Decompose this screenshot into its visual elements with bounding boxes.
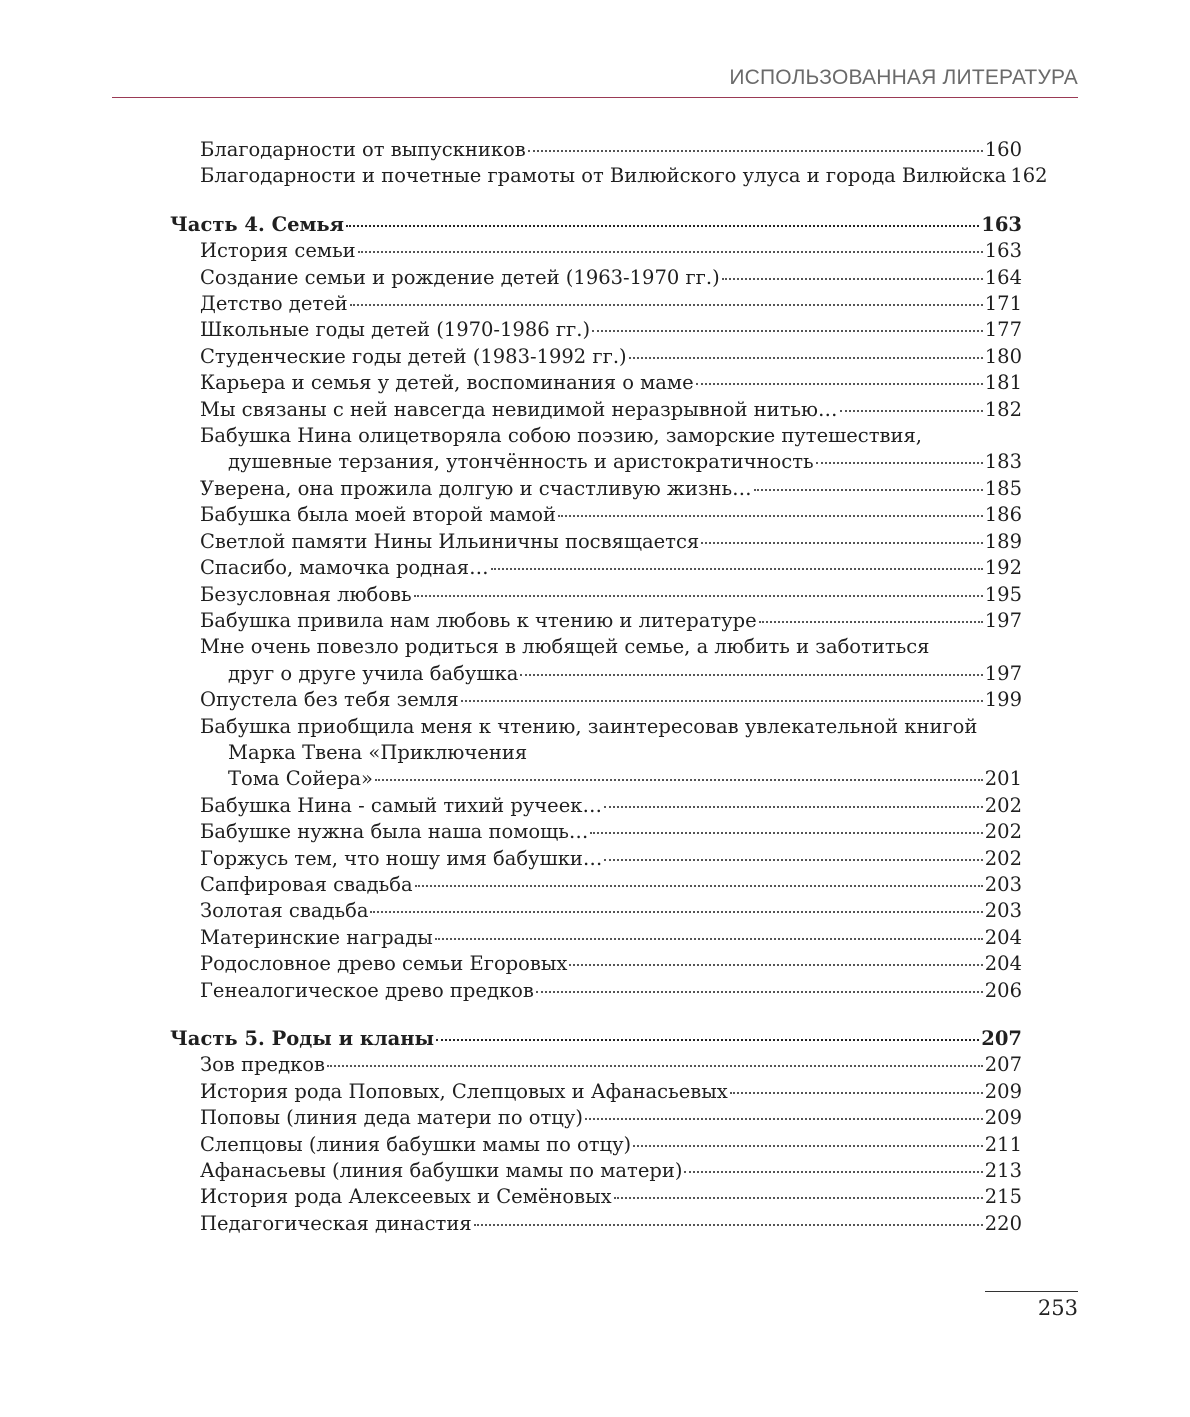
toc-entry: [170, 397, 1022, 423]
toc-entry-title: Сапфировая свадьба: [200, 872, 413, 896]
toc-entry-page: 162: [1010, 164, 1048, 188]
toc-entry-title: Спасибо, мамочка родная…: [200, 556, 489, 580]
dot-leader: [528, 150, 983, 152]
toc-entry: [170, 137, 1022, 163]
toc-entry-title: Опустела без тебя земля: [200, 688, 459, 712]
dot-leader: [461, 700, 983, 702]
header-rule: [112, 97, 1078, 98]
toc-entry-page: 209: [984, 1079, 1022, 1103]
toc-entry: [170, 265, 1022, 291]
toc-entry: [170, 608, 1022, 634]
toc-entry-title: Тома Сойера»: [228, 767, 373, 791]
toc-part-4: [170, 212, 1022, 238]
dot-leader: [436, 1039, 979, 1041]
dot-leader: [346, 225, 979, 227]
toc-entry-title: душевные терзания, утончённость и аристократичность: [228, 450, 814, 474]
toc-entry-page: 189: [984, 529, 1022, 553]
toc-entry-page: 204: [984, 925, 1022, 949]
toc-entry: [170, 978, 1022, 1004]
toc-entry-title: История рода Алексеевых и Семёновых: [200, 1185, 612, 1209]
dot-leader: [816, 462, 983, 464]
dot-leader: [590, 832, 982, 834]
dot-leader: [491, 568, 983, 570]
toc-entry: [170, 1132, 1022, 1158]
toc-entry-page: 185: [984, 476, 1022, 500]
toc-entry-title: Безусловная любовь: [200, 582, 412, 606]
toc-entry-title: Студенческие годы детей (1983-1992 гг.): [200, 344, 627, 368]
toc-part-5: [170, 1026, 1022, 1052]
toc-entry: [170, 951, 1022, 977]
toc-entry-page: 211: [984, 1132, 1022, 1156]
toc-entry-title: Уверена, она прожила долгую и счастливую жизнь…: [200, 476, 752, 500]
toc-entry-page: 203: [984, 872, 1022, 896]
toc-entry-page: 197: [984, 608, 1022, 632]
dot-leader: [730, 1092, 983, 1094]
toc-entry-page: 220: [984, 1211, 1022, 1235]
toc-entry: [170, 1158, 1022, 1184]
toc-entry-title: Благодарности от выпускников: [200, 138, 526, 161]
toc-entry-title: Генеалогическое древо предков: [200, 978, 534, 1002]
toc-entry: [170, 1211, 1022, 1237]
toc-entry-title: Золотая свадьба: [200, 899, 369, 923]
toc-entry-title: История семьи: [200, 239, 356, 263]
page-number: 253: [1037, 1296, 1078, 1320]
dot-leader: [684, 1171, 982, 1173]
toc-entry-title: Поповы (линия деда матери по отцу): [200, 1106, 583, 1130]
toc-entry-page: 192: [984, 556, 1022, 580]
toc-entry-page: 209: [984, 1106, 1022, 1130]
toc-entry-title: Бабушка была моей второй мамой: [200, 503, 557, 527]
toc-entry-title: Бабушка привила нам любовь к чтению и литературе: [200, 608, 757, 632]
toc-entry: [170, 370, 1022, 396]
toc-entry: [170, 846, 1022, 872]
dot-leader: [375, 779, 983, 781]
dot-leader: [759, 621, 983, 623]
dot-leader: [350, 304, 983, 306]
dot-leader: [415, 885, 983, 887]
toc-entry-page: 195: [984, 582, 1022, 606]
dot-leader: [327, 1065, 983, 1067]
running-header: ИСПОЛЬЗОВАННАЯ ЛИТЕРАТУРА: [729, 66, 1078, 89]
dot-leader: [370, 911, 982, 913]
toc-entry-title: Материнские награды: [200, 925, 433, 949]
toc-entry-title: Горжусь тем, что ношу имя бабушки…: [200, 846, 603, 870]
toc-entry-page: 182: [984, 397, 1022, 421]
toc-entry-title-line: Бабушка Нина олицетворяла собою поэзию, заморские путешествия,: [200, 424, 922, 448]
dot-leader: [536, 991, 983, 993]
toc-entry: [170, 344, 1022, 370]
toc-entry-title: Родословное древо семьи Егоровых: [200, 952, 568, 976]
toc-entry-title: Создание семьи и рождение детей (1963-1970 гг.): [200, 265, 720, 289]
toc-part-page: 163: [981, 212, 1022, 236]
toc-entry-page: 203: [984, 899, 1022, 923]
dot-leader: [358, 251, 983, 253]
toc-entry-title: Карьера и семья у детей, воспоминания о маме: [200, 371, 694, 395]
toc-entry: [170, 291, 1022, 317]
toc-entry: [170, 238, 1022, 264]
toc-entry-page: 186: [984, 503, 1022, 527]
toc-entry: [170, 1184, 1022, 1210]
toc-entry: [170, 502, 1022, 528]
toc-entry: [170, 555, 1022, 581]
dot-leader: [604, 859, 982, 861]
toc-part-title: Часть 5. Роды и кланы: [170, 1027, 435, 1050]
toc-entry-title-line: Бабушка приобщила меня к чтению, заинтересовав увлекательной книгой: [200, 714, 978, 738]
dot-leader: [414, 595, 983, 597]
footer-rule: [985, 1291, 1078, 1292]
dot-leader: [604, 806, 983, 808]
toc-entry: [170, 317, 1022, 343]
toc-entry: [170, 634, 1022, 687]
dot-leader: [722, 278, 983, 280]
dot-leader: [520, 674, 982, 676]
toc-entry-title-line: Марка Твена «Приключения: [228, 740, 528, 764]
dot-leader: [435, 938, 983, 940]
toc-entry-page: 213: [984, 1159, 1022, 1183]
toc-entry: [170, 687, 1022, 713]
dot-leader: [614, 1197, 983, 1199]
dot-leader: [754, 489, 983, 491]
toc-entry-title: Школьные годы детей (1970-1986 гг.): [200, 318, 591, 342]
toc-entry: [170, 423, 1022, 476]
toc-entry-title: Бабушке нужна была наша помощь…: [200, 820, 589, 844]
toc-entry: [170, 1079, 1022, 1105]
toc-entry-page: 202: [984, 793, 1022, 817]
toc-entry-page: 183: [984, 450, 1022, 474]
dot-leader: [585, 1118, 983, 1120]
toc-entry: [170, 529, 1022, 555]
toc-entry: [170, 714, 1022, 793]
toc-part-page: 207: [981, 1027, 1022, 1050]
toc-entry-title: Светлой памяти Нины Ильиничны посвящается: [200, 529, 700, 553]
toc-entry: [170, 925, 1022, 951]
toc-entry-title: Афанасьевы (линия бабушки мамы по матери): [200, 1159, 683, 1183]
dot-leader: [629, 357, 983, 359]
toc-entry: [170, 898, 1022, 924]
toc-entry-title: История рода Поповых, Слепцовых и Афанасьевых: [200, 1079, 728, 1103]
toc-entry-page: 160: [984, 138, 1022, 161]
toc-entry: [170, 1052, 1022, 1078]
toc-entry-page: 202: [984, 846, 1022, 870]
toc-entry-page: 199: [984, 688, 1022, 712]
toc-entry: [170, 582, 1022, 608]
toc-entry-page: 207: [984, 1053, 1022, 1077]
toc-entry-page: 164: [984, 265, 1022, 289]
toc-entry: [170, 819, 1022, 845]
dot-leader: [840, 410, 983, 412]
toc-entry-page: 180: [984, 344, 1022, 368]
toc-entry-title: Благодарности и почетные грамоты от Вилюйского улуса и города Вилюйска: [200, 164, 1007, 188]
dot-leader: [558, 515, 983, 517]
dot-leader: [474, 1224, 983, 1226]
dot-leader: [633, 1145, 983, 1147]
toc-entry: [170, 476, 1022, 502]
toc-entry-page: 177: [984, 318, 1022, 342]
toc-entry-page: 215: [984, 1185, 1022, 1209]
dot-leader: [569, 964, 982, 966]
toc-part-title: Часть 4. Семья: [170, 212, 345, 236]
toc-entry-page: 201: [984, 767, 1022, 791]
toc-entry-title: Мы связаны с ней навсегда невидимой неразрывной нитью…: [200, 397, 838, 421]
toc-entry-title: Педагогическая династия: [200, 1211, 472, 1235]
toc-entry-page: 163: [984, 239, 1022, 263]
dot-leader: [701, 542, 983, 544]
toc-entry-page: 206: [984, 978, 1022, 1002]
toc-entry-page: 202: [984, 820, 1022, 844]
dot-leader: [592, 330, 983, 332]
dot-leader: [696, 383, 983, 385]
toc-entry-title: Детство детей: [200, 292, 348, 316]
toc-entry: [170, 872, 1022, 898]
toc-entry-page: 197: [984, 661, 1022, 685]
toc-entry-title: Бабушка Нина - самый тихий ручеек…: [200, 793, 602, 817]
toc-entry-page: 171: [984, 292, 1022, 316]
toc-entry: [170, 163, 1048, 189]
toc-entry-page: 204: [984, 952, 1022, 976]
toc-entry-title: Слепцовы (линия бабушки мамы по отцу): [200, 1132, 632, 1156]
toc-entry-title: друг о друге учила бабушка: [228, 661, 519, 685]
toc-entry-page: 181: [984, 371, 1022, 395]
table-of-contents: [170, 137, 1048, 1237]
toc-entry: [170, 793, 1022, 819]
toc-entry-title: Зов предков: [200, 1053, 325, 1077]
toc-entry: [170, 1105, 1022, 1131]
toc-entry-title-line: Мне очень повезло родиться в любящей семье, а любить и заботиться: [200, 635, 930, 659]
